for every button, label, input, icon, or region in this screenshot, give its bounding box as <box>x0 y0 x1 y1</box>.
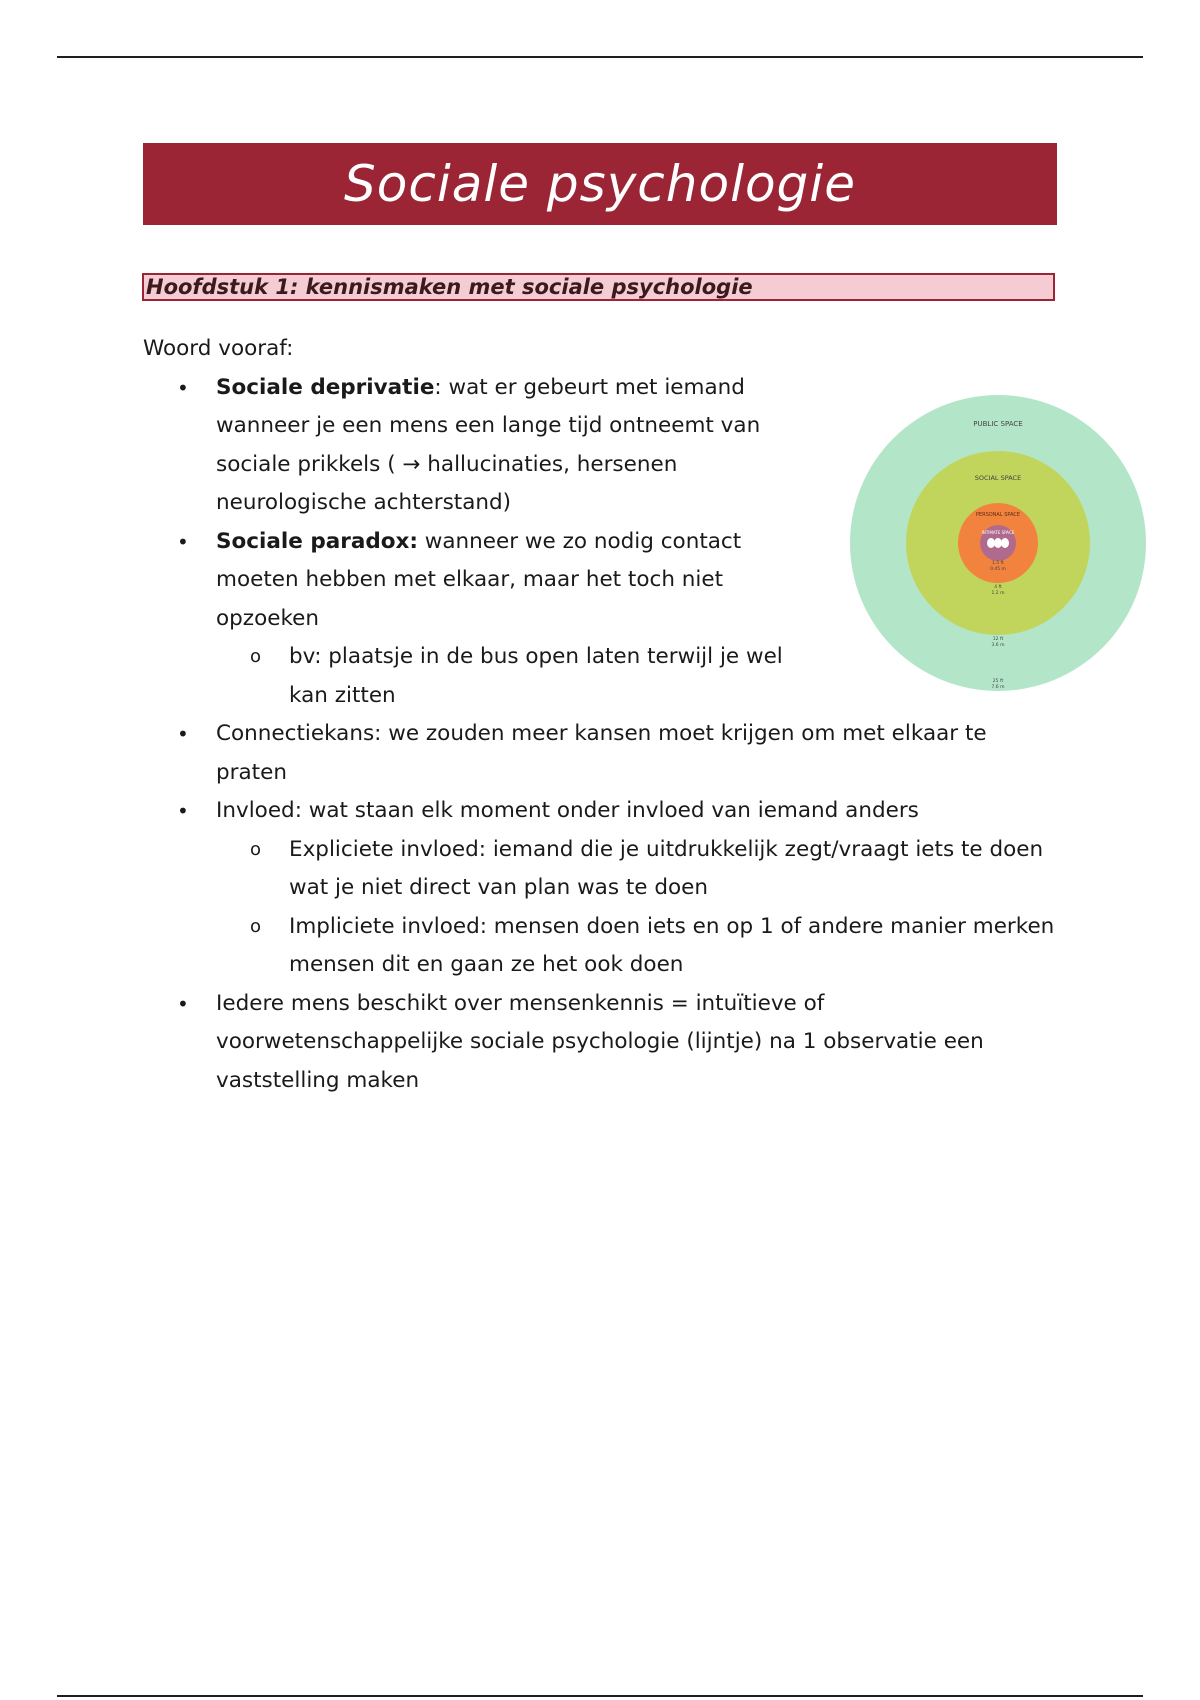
item-text: Iedere mens beschikt over mensenkennis = intuïtieve of voorwetenschappelijke sociale psychologie (lijntje) na 1 observatie een vaststelling maken <box>216 990 984 1093</box>
distance-label: 1.5 ft <box>992 561 1004 566</box>
sub-item-text: Expliciete invloed: iemand die je uitdrukkelijk zegt/vraagt iets te doen wat je niet direct van plan was te doen <box>289 836 1044 900</box>
item-text: Connectiekans: we zouden meer kansen moet krijgen om met elkaar te praten <box>216 721 987 785</box>
sub-list-item <box>216 908 1063 985</box>
term-sociale-paradox: Sociale paradox: <box>216 528 418 554</box>
bullet-glyph: • <box>177 529 189 554</box>
footer-rule <box>57 1695 1143 1697</box>
intro-label: Woord vooraf: <box>143 336 294 361</box>
sub-item-text: bv: plaatsje in de bus open laten terwijl je wel kan zitten <box>289 644 783 708</box>
sub-bullet-glyph: o <box>250 838 262 860</box>
person-icon <box>1001 538 1009 548</box>
sub-bullet-glyph: o <box>250 646 262 667</box>
header-rule <box>57 56 1143 58</box>
proxemics-diagram <box>848 392 1148 694</box>
bullet-glyph: • <box>177 375 189 400</box>
sub-list <box>216 831 1063 985</box>
item-text: Invloed: wat staan elk moment onder invloed van iemand anders <box>216 798 919 823</box>
sub-item-text: Impliciete invloed: mensen doen iets en op 1 of andere manier merken mensen dit en gaan ze het ook doen <box>289 913 1055 977</box>
distance-label: 4 ft <box>994 585 1002 590</box>
chapter-heading: Hoofdstuk 1: kennismaken met sociale psychologie <box>146 275 753 299</box>
distance-label: 1.2 m <box>991 591 1005 596</box>
list-item <box>143 792 1063 985</box>
sub-bullet-glyph: o <box>250 915 262 937</box>
item-text: : wat er gebeurt met iemand wanneer je een mens een lange tijd ontneemt van sociale prikkels ( → hallucinaties, hersenen neurologische achterstand) <box>216 374 761 515</box>
term-sociale-deprivatie: Sociale deprivatie <box>216 374 435 400</box>
bullet-glyph: • <box>177 991 189 1016</box>
sub-list-item <box>216 831 1063 908</box>
zone-label-personal: PERSONAL SPACE <box>975 512 1021 518</box>
item-text: wanneer we zo nodig contact moeten hebben met elkaar, maar het toch niet opzoeken <box>216 528 742 631</box>
distance-label: 0.45 m <box>990 567 1006 572</box>
person-icon <box>987 538 995 548</box>
chapter-heading-box <box>142 273 1055 301</box>
bullet-glyph: • <box>177 799 189 823</box>
zone-label-social: SOCIAL SPACE <box>974 474 1022 482</box>
distance-label: 25 ft <box>992 679 1004 684</box>
bullet-glyph: • <box>177 722 189 746</box>
distance-label: 12 ft <box>992 637 1004 642</box>
title-banner <box>143 143 1057 225</box>
person-icon <box>994 538 1002 548</box>
distance-label: 3.6 m <box>991 643 1005 648</box>
page-title: Sociale psychologie <box>344 155 856 213</box>
zone-label-intimate: INTIMATE SPACE <box>981 530 1015 535</box>
list-item <box>143 715 1063 792</box>
list-item <box>143 985 1063 1101</box>
zone-label-public: PUBLIC SPACE <box>973 420 1023 428</box>
distance-label: 7.6 m <box>991 685 1005 690</box>
